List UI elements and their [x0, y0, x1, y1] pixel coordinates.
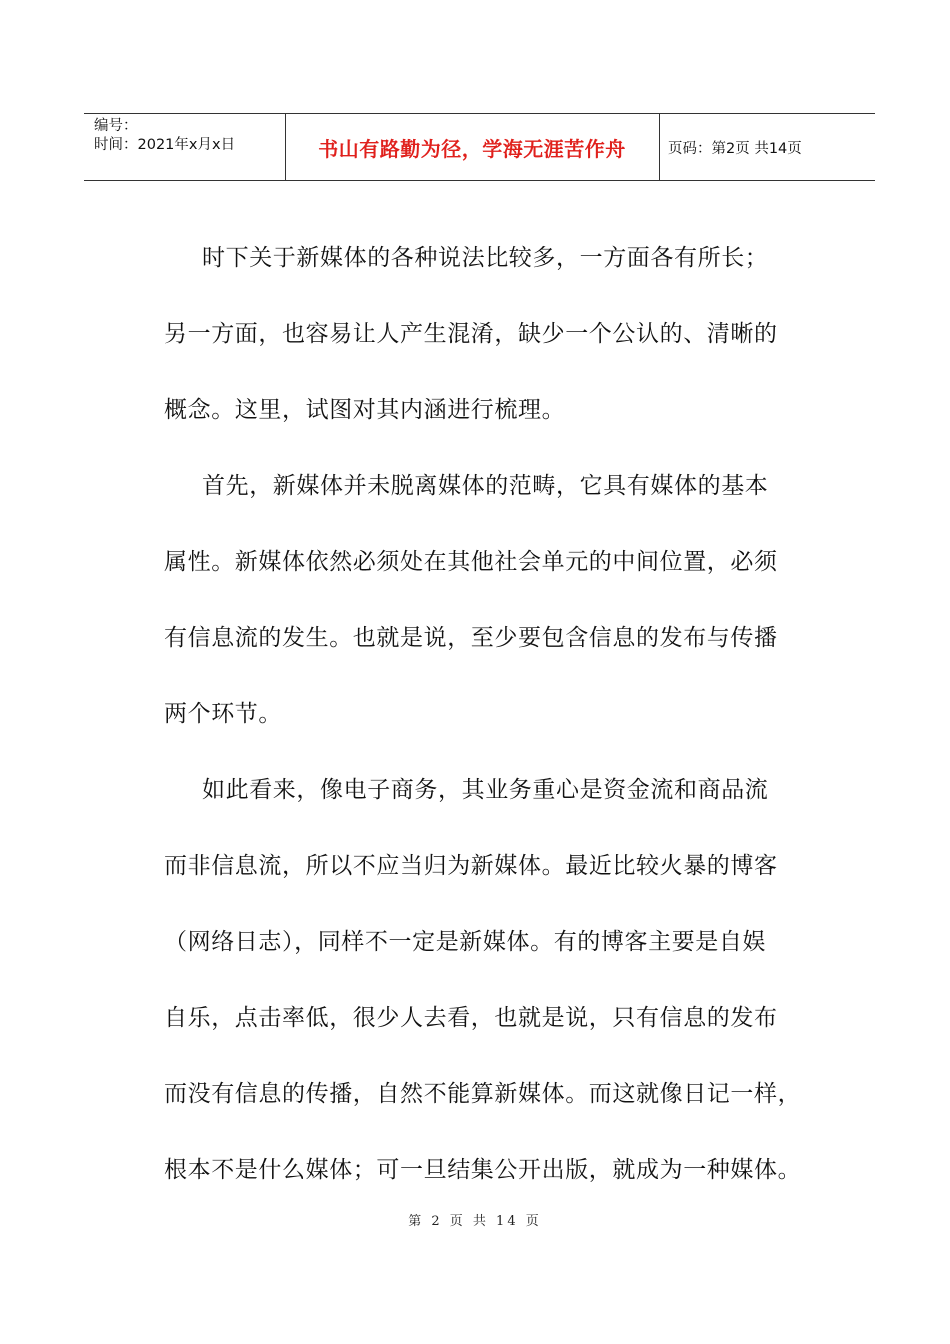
document-time-label: 时间：2021年x月x日: [94, 137, 236, 153]
text-line: 而没有信息的传播，自然不能算新媒体。而这就像日记一样，: [164, 1081, 802, 1107]
text-line: 而非信息流，所以不应当归为新媒体。最近比较火暴的博客: [164, 853, 778, 879]
page-footer: 第 2 页 共 14 页: [408, 1214, 542, 1229]
header-divider-right: [659, 114, 660, 180]
page-header: [84, 113, 875, 181]
text-line: 另一方面，也容易让人产生混淆，缺少一个公认的、清晰的: [164, 321, 778, 347]
paragraph-2: [164, 448, 804, 752]
text-line: 概念。这里，试图对其内涵进行梳理。: [164, 397, 566, 423]
text-line: （网络日志），同样不一定是新媒体。有的博客主要是自娱: [164, 929, 767, 955]
text-line: 如此看来，像电子商务，其业务重心是资金流和商品流: [202, 777, 769, 803]
paragraph-1: [164, 220, 804, 448]
document-number-label: 编号：: [94, 118, 138, 134]
text-line: 属性。新媒体依然必须处在其他社会单元的中间位置，必须: [164, 549, 778, 575]
text-line: 根本不是什么媒体；可一旦结集公开出版，就成为一种媒体。: [164, 1157, 802, 1183]
text-line: 自乐，点击率低，很少人去看，也就是说，只有信息的发布: [164, 1005, 778, 1031]
paragraph-3: [164, 752, 804, 1208]
text-line: 有信息流的发生。也就是说，至少要包含信息的发布与传播: [164, 625, 778, 651]
document-body: [164, 220, 804, 1208]
header-meta: [94, 117, 235, 155]
text-line: 两个环节。: [164, 701, 282, 727]
text-line: 时下关于新媒体的各种说法比较多，一方面各有所长；: [202, 245, 769, 271]
text-line: 首先，新媒体并未脱离媒体的范畴，它具有媒体的基本: [202, 473, 769, 499]
header-page-info: 页码：第2页 共14页: [668, 140, 802, 157]
header-motto: 书山有路勤为径，学海无涯苦作舟: [318, 136, 626, 161]
